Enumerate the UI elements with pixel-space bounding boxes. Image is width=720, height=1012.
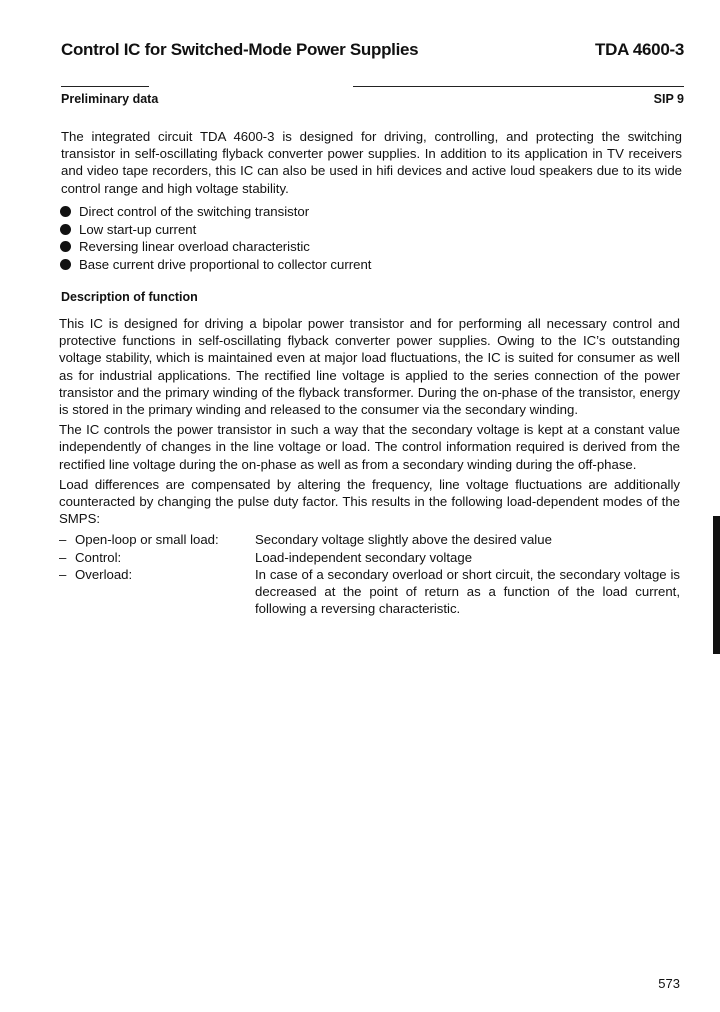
mode-description: In case of a secondary overload or short circuit, the secondary voltage is decreased at the point of return as a function of the load current, following a reversing characteristic. <box>255 566 680 617</box>
mode-list <box>59 531 680 617</box>
description-body <box>59 315 680 617</box>
list-item: Low start-up current <box>59 221 679 239</box>
mode-description: Load-independent secondary voltage <box>255 549 473 565</box>
document-title: Control IC for Switched-Mode Power Supplies <box>61 40 419 59</box>
mode-label: Open-loop or small load: <box>75 532 219 548</box>
mode-label: Control: <box>75 549 122 565</box>
thumb-index-marker <box>713 516 720 654</box>
list-item: Reversing linear overload characteristic <box>59 238 679 256</box>
header-rule-right <box>353 86 684 87</box>
mode-label: Overload: <box>75 566 133 582</box>
status-label: Preliminary data <box>61 92 159 106</box>
description-paragraph-3: Load differences are compensated by altering the frequency, line voltage fluctuations are additionally counteracted by changing the pulse duty factor. This results in the following load-dependent modes of the SMPS: <box>59 476 680 527</box>
list-item: Base current drive proportional to collector current <box>59 256 679 274</box>
feature-list <box>59 203 679 273</box>
description-paragraph-2: The IC controls the power transistor in such a way that the secondary voltage is kept at a constant value independently of changes in the line voltage or load. The control information required is derived from the rectified line voltage during the on-phase as well as from a secondary winding during the off-phase. <box>59 422 680 472</box>
bullet-icon <box>60 259 71 270</box>
package-label: SIP 9 <box>653 92 684 106</box>
mode-row-control: – Control: Load-independent secondary voltage <box>59 549 680 566</box>
mode-row-open-loop: – Open-loop or small load: Secondary voltage slightly above the desired value <box>59 531 680 548</box>
section-heading: Description of function <box>61 290 198 304</box>
part-number: TDA 4600-3 <box>595 40 684 59</box>
bullet-icon <box>60 224 71 235</box>
mode-description: Secondary voltage slightly above the desired value <box>255 532 552 548</box>
list-item: Direct control of the switching transistor <box>59 203 679 221</box>
description-paragraph-1: This IC is designed for driving a bipolar power transistor and for performing all necessary control and protective functions in self-oscillating flyback converter power supplies. Owing to the IC’s outstanding voltage stability, which is maintained even at major load fluctuations, the IC is suited for consumer as well as for industrial applications. The rectified line voltage is applied to the series connection of the power transistor and the primary winding of the flyback transformer. During the on-phase of the transistor, energy is stored in the primary winding and released to the consumer via the secondary winding. <box>59 316 680 418</box>
page-number: 573 <box>658 976 680 991</box>
header-rule-left <box>61 86 149 87</box>
bullet-icon <box>60 206 71 217</box>
bullet-icon <box>60 241 71 252</box>
mode-row-overload: – Overload: In case of a secondary overload or short circuit, the secondary voltage is decreased at the point of return as a function of the load current, following a reversing characteristic. <box>59 566 680 617</box>
intro-paragraph: The integrated circuit TDA 4600-3 is designed for driving, controlling, and protecting the switching transistor in self-oscillating flyback converter power supplies. In addition to its application in TV receivers and video tape recorders, this IC can also be used in hifi devices and active loud speakers due to its wide control range and high voltage stability. <box>61 129 682 196</box>
